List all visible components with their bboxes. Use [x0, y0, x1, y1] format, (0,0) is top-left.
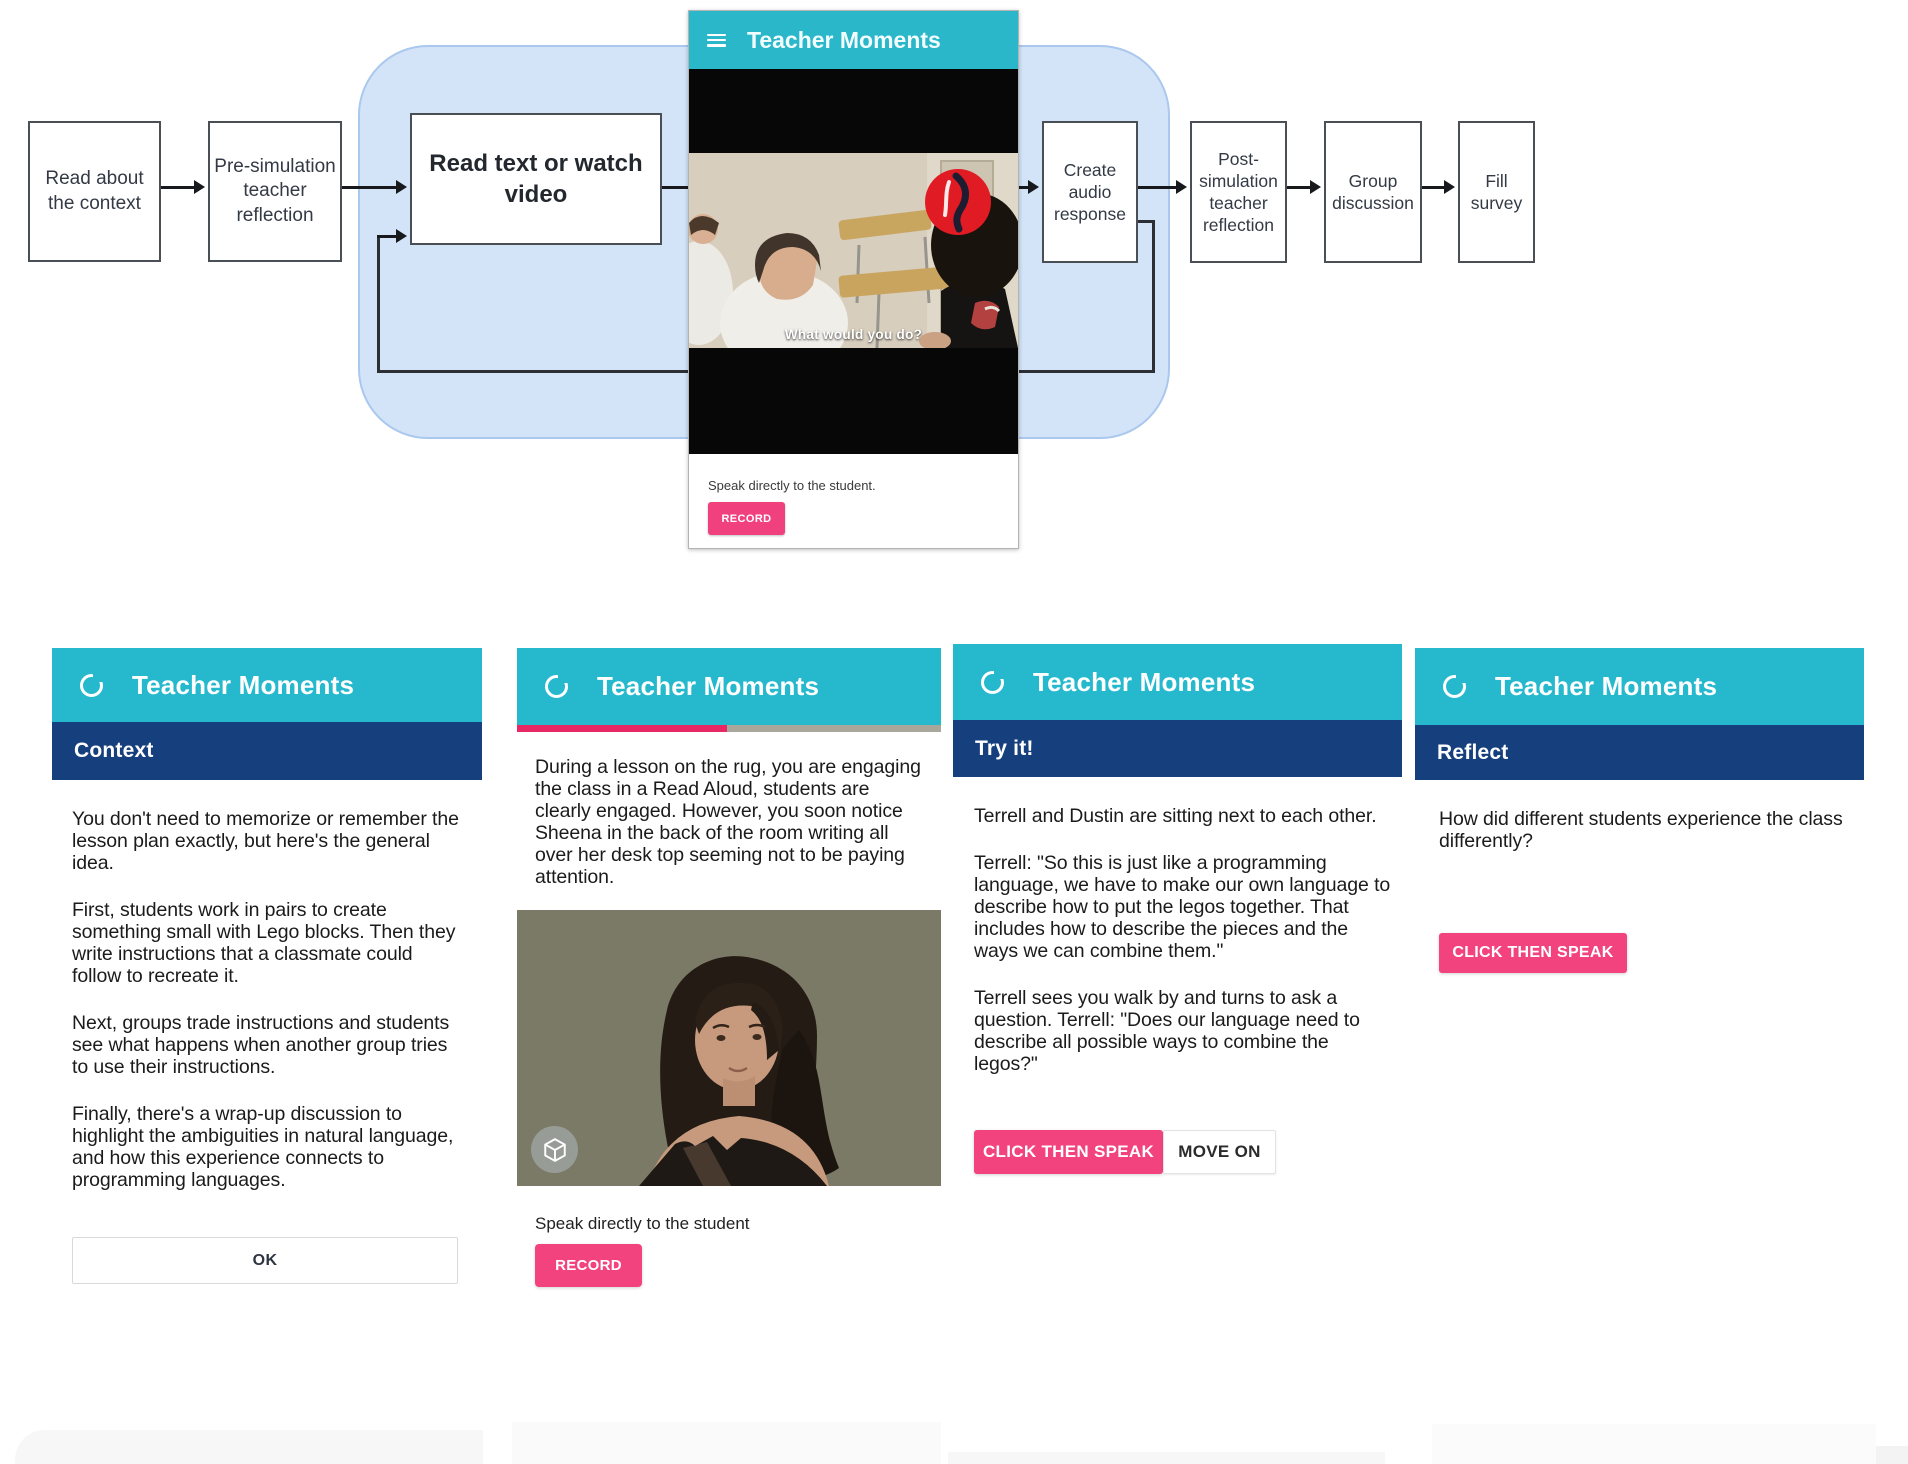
reflect-question: How did different students experience the class differently?	[1439, 808, 1843, 852]
click-then-speak-button[interactable]: CLICK THEN SPEAK	[974, 1130, 1163, 1174]
cutoff-screenshot-strip	[1432, 1424, 1876, 1464]
app-title: Teacher Moments	[1033, 666, 1256, 697]
flow-step-create-audio-response: Create audio response	[1042, 121, 1138, 263]
paragraph: Next, groups trade instructions and students see what happens when another group tries to use their instructions.	[72, 1012, 450, 1078]
record-button[interactable]: RECORD	[708, 502, 785, 535]
arrow-step1-step2	[157, 186, 195, 189]
cutoff-screenshot-strip	[512, 1422, 941, 1464]
flow-step-group-discussion: Group discussion	[1324, 121, 1422, 263]
red-circle-logo-icon	[925, 169, 991, 235]
progress-bar	[517, 725, 941, 732]
cutoff-screenshot-strip	[15, 1430, 483, 1464]
app-bar	[1415, 648, 1864, 725]
screenshot-panel-context	[52, 648, 482, 1284]
app-bar	[517, 648, 941, 725]
record-button[interactable]: RECORD	[535, 1244, 642, 1287]
progress-fill	[517, 725, 727, 732]
reflect-body	[1415, 780, 1864, 973]
move-on-button[interactable]: MOVE ON	[1163, 1130, 1276, 1174]
try-it-body	[953, 777, 1402, 1174]
arrow-step5-step6	[1283, 186, 1311, 189]
ok-button[interactable]: OK	[72, 1237, 458, 1284]
app-title: Teacher Moments	[132, 669, 355, 700]
video-player[interactable]	[689, 69, 1018, 454]
flow-step-fill-survey: Fill survey	[1458, 121, 1535, 263]
paragraph: Terrell: "So this is just like a programming language, we have to make our own language to describe how to put the legos together. That includes how to describe the pieces and the ways we can combine them."	[974, 852, 1391, 962]
paragraph: During a lesson on the rug, you are engaging the class in a Read Aloud, students are clearly engaged. However, you soon notice Sheena in the back of the room writing all over her desk top seeming not to be paying attention.	[535, 756, 921, 888]
arrow-step6-step7	[1418, 186, 1445, 189]
screenshot-panel-record	[517, 648, 941, 1287]
loop-arrow-into-step3	[377, 235, 397, 238]
phone-mockup	[688, 10, 1019, 549]
flow-step-read-text-or-watch-video: Read text or watch video	[410, 113, 662, 245]
phone-app-title: Teacher Moments	[747, 26, 941, 53]
paragraph: First, students work in pairs to create something small with Lego blocks. Then they write instructions that a classmate could follow to recreate it.	[72, 899, 456, 987]
refresh-icon[interactable]	[78, 672, 105, 699]
sketchfab-cube-icon[interactable]	[531, 1126, 578, 1173]
loop-segment-down	[1152, 220, 1155, 373]
refresh-icon[interactable]	[1441, 673, 1468, 700]
section-bar-try-it: Try it!	[953, 720, 1402, 777]
paragraph: Terrell and Dustin are sitting next to each other.	[974, 805, 1377, 827]
phone-app-bar	[689, 11, 1018, 69]
flow-step-read-about-context: Read about the context	[28, 121, 161, 262]
flow-step-pre-simulation-reflection: Pre-simulation teacher reflection	[208, 121, 342, 262]
context-body	[52, 780, 482, 1284]
arrow-step4-step5	[1134, 186, 1177, 189]
refresh-icon[interactable]	[979, 669, 1006, 696]
app-bar	[953, 644, 1402, 720]
app-title: Teacher Moments	[1495, 671, 1718, 701]
scenario-body	[517, 732, 941, 910]
video-caption: What would you do?	[784, 327, 923, 342]
speak-prompt: Speak directly to the student.	[708, 478, 876, 493]
section-bar-reflect: Reflect	[1415, 725, 1864, 780]
app-bar	[52, 648, 482, 722]
app-title: Teacher Moments	[597, 671, 820, 701]
progress-remainder	[727, 725, 941, 732]
student-portrait	[517, 910, 941, 1186]
cutoff-screenshot-strip	[948, 1452, 1385, 1464]
paragraph: Terrell sees you walk by and turns to ask a question. Terrell: "Does our language need to describe all possible ways to combine the legos?"	[974, 987, 1360, 1075]
refresh-icon[interactable]	[543, 673, 570, 700]
cutoff-screenshot-strip	[1876, 1446, 1908, 1464]
hamburger-menu-icon[interactable]	[707, 34, 726, 47]
screenshot-panel-reflect	[1415, 648, 1864, 973]
speak-prompt: Speak directly to the student	[535, 1214, 750, 1233]
phone-response-area	[689, 454, 1018, 548]
section-bar-context: Context	[52, 722, 482, 780]
loop-segment-up	[377, 236, 380, 373]
screenshot-panel-try-it	[953, 644, 1402, 1174]
click-then-speak-button[interactable]: CLICK THEN SPEAK	[1439, 933, 1627, 973]
paragraph: Finally, there's a wrap-up discussion to highlight the ambiguities in natural language, and how this experience connects to programming languages.	[72, 1103, 454, 1191]
arrow-step2-step3	[338, 186, 397, 189]
flow-step-post-simulation-reflection: Post-simulation teacher reflection	[1190, 121, 1287, 263]
paragraph: You don't need to memorize or remember the lesson plan exactly, but here's the general idea.	[72, 808, 459, 874]
